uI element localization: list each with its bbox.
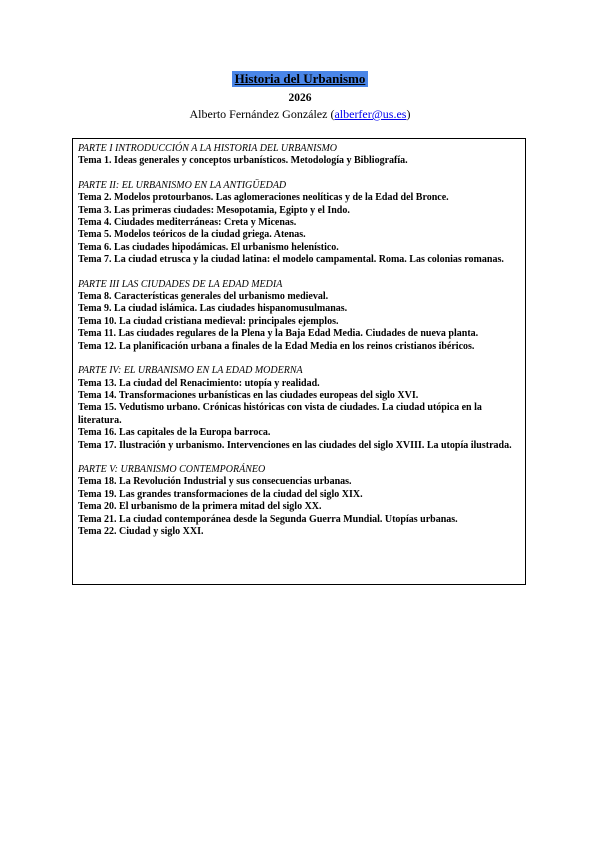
topic-item: Tema 1. Ideas generales y conceptos urbanísticos. Metodología y Bibliografía. xyxy=(78,155,408,167)
part-heading: PARTE III LAS CIUDADES DE LA EDAD MEDIA xyxy=(78,278,283,290)
author-email-link[interactable]: alberfer@us.es xyxy=(334,107,407,121)
topic-item: Tema 10. La ciudad cristiana medieval: principales ejemplos. xyxy=(78,315,339,327)
document-title: Historia del Urbanismo xyxy=(232,71,369,87)
topic-item: Tema 2. Modelos protourbanos. Las aglomeraciones neolíticas y de la Edad del Bronce. xyxy=(78,192,449,204)
part-heading: PARTE IV: EL URBANISMO EN LA EDAD MODERNA xyxy=(78,365,303,377)
topic-item: Tema 7. La ciudad etrusca y la ciudad latina: el modelo campamental. Roma. Las colonias romanas. xyxy=(78,254,504,266)
author-name: Alberto Fernández González ( xyxy=(189,107,335,121)
topic-item: Tema 22. Ciudad y siglo XXI. xyxy=(78,525,204,537)
topic-item: Tema 11. Las ciudades regulares de la Plena y la Baja Edad Media. Ciudades de nueva planta. xyxy=(78,328,479,340)
author-line xyxy=(0,107,600,122)
syllabus-box xyxy=(72,138,526,585)
topic-item: Tema 9. La ciudad islámica. Las ciudades hispanomusulmanas. xyxy=(78,303,348,315)
topic-item: Tema 18. La Revolución Industrial y sus consecuencias urbanas. xyxy=(78,476,352,488)
topic-item: Tema 16. Las capitales de la Europa barroca. xyxy=(78,427,271,439)
document-header xyxy=(0,70,600,122)
topic-item: Tema 13. La ciudad del Renacimiento: utopía y realidad. xyxy=(78,377,320,389)
topic-item: Tema 4. Ciudades mediterráneas: Creta y Micenas. xyxy=(78,217,297,229)
topic-item: Tema 6. Las ciudades hipodámicas. El urbanismo helenístico. xyxy=(78,241,339,253)
topic-item: Tema 12. La planificación urbana a finales de la Edad Media en los reinos cristianos ibéricos. xyxy=(78,340,475,352)
topic-item: Tema 8. Características generales del urbanismo medieval. xyxy=(78,291,329,303)
document-year: 2026 xyxy=(288,92,312,104)
topic-item: Tema 3. Las primeras ciudades: Mesopotamia, Egipto y el Indo. xyxy=(78,204,350,216)
topic-item: Tema 14. Transformaciones urbanísticas en las ciudades europeas del siglo XVI. xyxy=(78,389,419,401)
topic-item: Tema 21. La ciudad contemporánea desde la Segunda Guerra Mundial. Utopías urbanas. xyxy=(78,513,458,525)
topic-item: Tema 17. Ilustración y urbanismo. Intervenciones en las ciudades del siglo XVIII. La utopía ilustrada. xyxy=(78,439,512,451)
part-heading: PARTE I INTRODUCCIÓN A LA HISTORIA DEL URBANISMO xyxy=(78,143,337,154)
part-heading: PARTE II: EL URBANISMO EN LA ANTIGÜEDAD xyxy=(78,179,287,191)
author-suffix: ) xyxy=(406,107,411,121)
topic-item: Tema 15. Vedutismo urbano. Crónicas históricas con vista de ciudades. La ciudad utópica en la literatura. xyxy=(78,402,482,426)
topic-item: Tema 5. Modelos teóricos de la ciudad griega. Atenas. xyxy=(78,229,306,241)
topic-item: Tema 20. El urbanismo de la primera mitad del siglo XX. xyxy=(78,501,322,513)
part-heading: PARTE V: URBANISMO CONTEMPORÁNEO xyxy=(78,463,266,475)
topic-item: Tema 19. Las grandes transformaciones de la ciudad del siglo XIX. xyxy=(78,488,363,500)
